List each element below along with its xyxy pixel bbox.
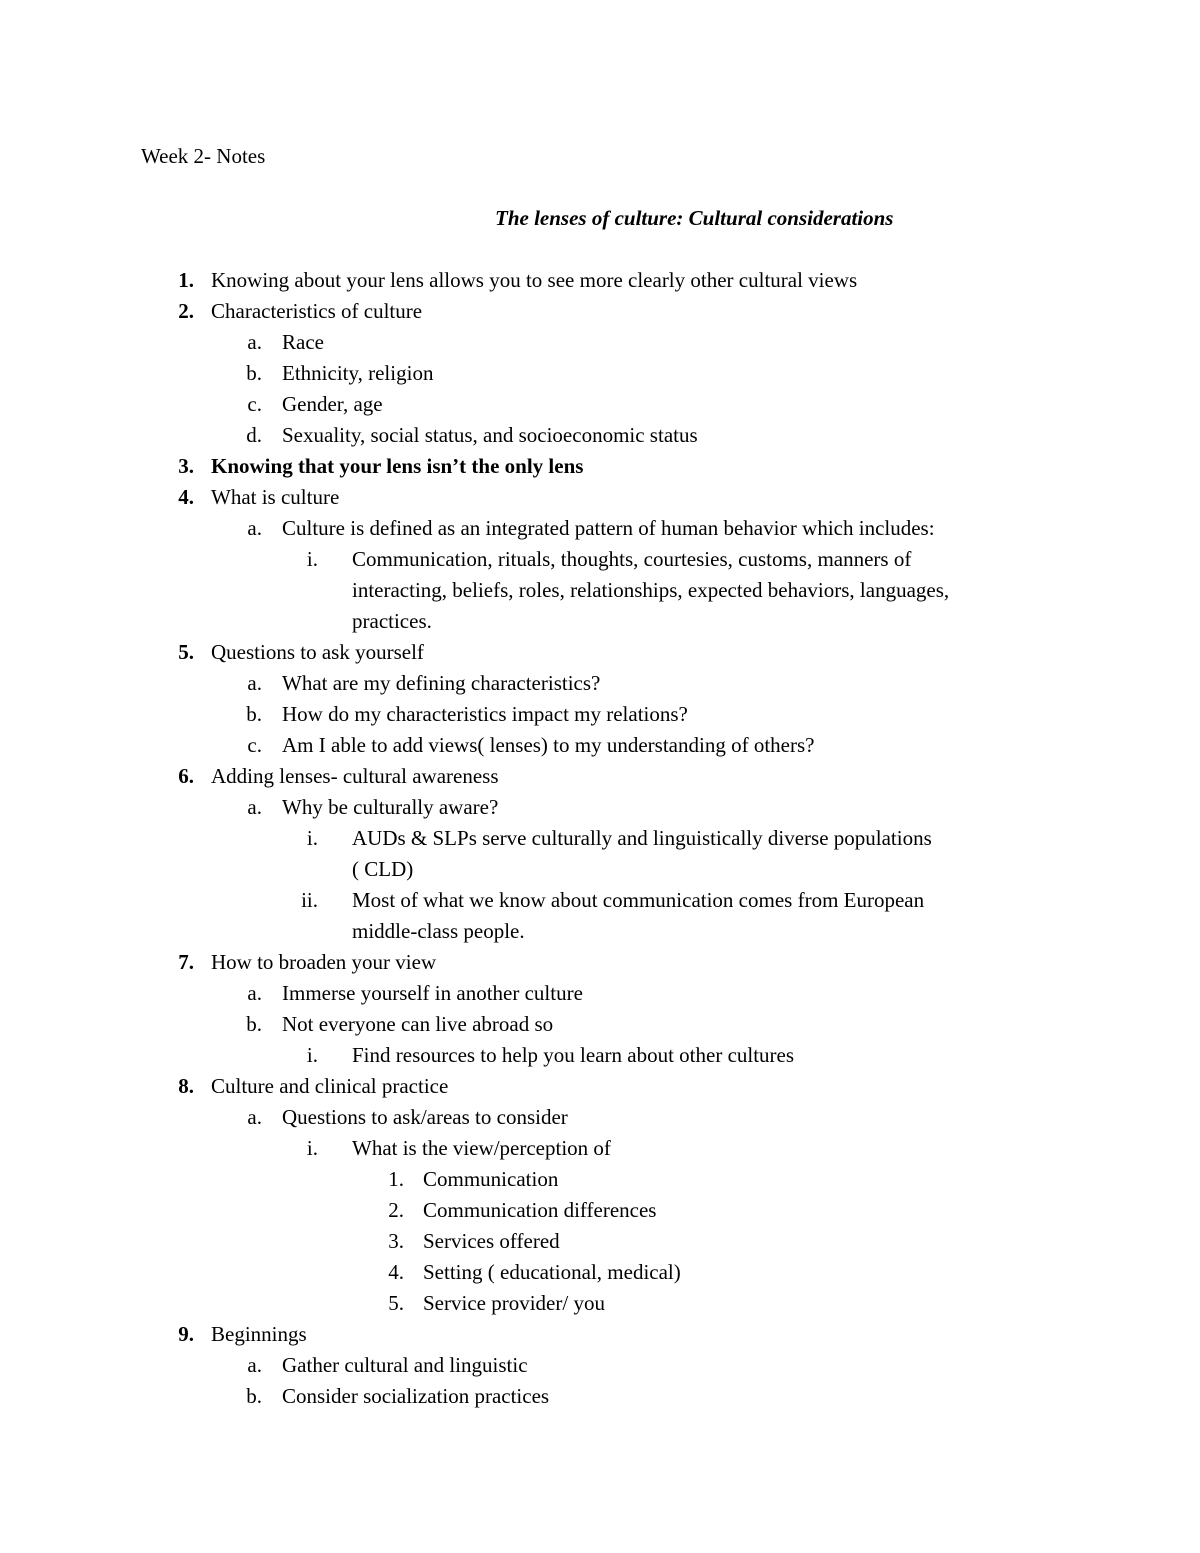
- item-text: How to broaden your view: [211, 950, 437, 974]
- sub-list-item: [0, 1350, 1200, 1381]
- list-item: [0, 482, 1200, 513]
- item-text: Knowing that your lens isn’t the only lens: [211, 454, 584, 478]
- list-item: [0, 296, 1200, 327]
- item-text: Setting ( educational, medical): [423, 1260, 681, 1284]
- item-text: Characteristics of culture: [211, 299, 423, 323]
- item-roman: ii.: [301, 888, 318, 912]
- item-text: Not everyone can live abroad so: [282, 1012, 554, 1036]
- list-item: [0, 761, 1200, 792]
- item-num: 5.: [388, 1291, 404, 1315]
- item-letter: a.: [247, 795, 262, 819]
- item-text: Culture is defined as an integrated pattern of human behavior which includes:: [282, 516, 935, 540]
- item-letter: a.: [247, 1105, 262, 1129]
- sub-list-item: [0, 668, 1200, 699]
- item-text: Consider socialization practices: [282, 1384, 550, 1408]
- item-text: Race: [282, 330, 324, 354]
- item-letter: a.: [247, 1353, 262, 1377]
- sub-list-item: [0, 1009, 1200, 1040]
- item-text: Communication differences: [423, 1198, 657, 1222]
- item-text: Knowing about your lens allows you to see more clearly other cultural views: [211, 268, 858, 292]
- item-letter: b.: [246, 702, 262, 726]
- item-number: 8.: [178, 1074, 194, 1098]
- item-letter: b.: [246, 1384, 262, 1408]
- list-item: [0, 1319, 1200, 1350]
- item-num: 2.: [388, 1198, 404, 1222]
- item-letter: b.: [246, 1012, 262, 1036]
- item-text: Communication: [423, 1167, 559, 1191]
- sub-list-item: [0, 327, 1200, 358]
- item-letter: d.: [246, 423, 262, 447]
- item-text: ( CLD): [352, 857, 414, 881]
- item-number: 7.: [178, 950, 194, 974]
- list-item: [0, 451, 1200, 482]
- item-text: Most of what we know about communication comes from European: [352, 888, 925, 912]
- item-text: Gather cultural and linguistic: [282, 1353, 528, 1377]
- item-letter: a.: [247, 330, 262, 354]
- item-text: Adding lenses- cultural awareness: [211, 764, 499, 788]
- item-continuation: [0, 575, 1200, 606]
- item-text: Find resources to help you learn about other cultures: [352, 1043, 795, 1067]
- sub-list-item: [0, 1102, 1200, 1133]
- item-text: Sexuality, social status, and socioeconomic status: [282, 423, 698, 447]
- item-num: 3.: [388, 1229, 404, 1253]
- sub-list-item: [0, 978, 1200, 1009]
- item-text: What are my defining characteristics?: [282, 671, 601, 695]
- sub-list-item: [0, 1381, 1200, 1412]
- sub-list-item: [0, 358, 1200, 389]
- list-item: [0, 947, 1200, 978]
- item-text: Ethnicity, religion: [282, 361, 434, 385]
- item-text: practices.: [352, 609, 432, 633]
- item-num: 1.: [388, 1167, 404, 1191]
- item-num: 4.: [388, 1260, 404, 1284]
- item-number: 4.: [178, 485, 194, 509]
- item-number: 5.: [178, 640, 194, 664]
- document-header: Week 2- Notes: [141, 144, 266, 168]
- level4-list-item: [0, 1257, 1200, 1288]
- item-letter: a.: [247, 516, 262, 540]
- item-text: interacting, beliefs, roles, relationships, expected behaviors, languages,: [352, 578, 950, 602]
- item-number: 6.: [178, 764, 194, 788]
- sub-list-item: [0, 699, 1200, 730]
- item-text: Gender, age: [282, 392, 383, 416]
- item-letter: c.: [247, 733, 262, 757]
- sub-list-item: [0, 792, 1200, 823]
- item-continuation: [0, 916, 1200, 947]
- item-letter: a.: [247, 981, 262, 1005]
- item-text: Services offered: [423, 1229, 560, 1253]
- sub-list-item: [0, 420, 1200, 451]
- item-roman: i.: [306, 1043, 318, 1067]
- item-letter: b.: [246, 361, 262, 385]
- item-letter: c.: [247, 392, 262, 416]
- list-item: [0, 637, 1200, 668]
- sub-sub-list-item: [0, 1040, 1200, 1071]
- item-number: 9.: [178, 1322, 194, 1346]
- item-number: 2.: [178, 299, 194, 323]
- level4-list-item: [0, 1195, 1200, 1226]
- item-text: What is the view/perception of: [352, 1136, 611, 1160]
- document-title: The lenses of culture: Cultural considerations: [495, 206, 894, 230]
- sub-list-item: [0, 730, 1200, 761]
- item-roman: i.: [306, 547, 318, 571]
- item-text: Questions to ask/areas to consider: [282, 1105, 568, 1129]
- sub-sub-list-item: [0, 823, 1200, 854]
- item-text: Beginnings: [211, 1322, 307, 1346]
- item-text: Immerse yourself in another culture: [282, 981, 583, 1005]
- level4-list-item: [0, 1288, 1200, 1319]
- sub-list-item: [0, 389, 1200, 420]
- level4-list-item: [0, 1226, 1200, 1257]
- sub-list-item: [0, 513, 1200, 544]
- sub-sub-list-item: [0, 1133, 1200, 1164]
- item-text: Culture and clinical practice: [211, 1074, 449, 1098]
- item-text: Am I able to add views( lenses) to my understanding of others?: [282, 733, 815, 757]
- item-number: 3.: [178, 454, 194, 478]
- sub-sub-list-item: [0, 544, 1200, 575]
- sub-sub-list-item: [0, 885, 1200, 916]
- item-continuation: [0, 606, 1200, 637]
- item-text: What is culture: [211, 485, 340, 509]
- item-text: Why be culturally aware?: [282, 795, 499, 819]
- item-text: Service provider/ you: [423, 1291, 605, 1315]
- item-roman: i.: [306, 826, 318, 850]
- list-item: [0, 265, 1200, 296]
- item-roman: i.: [306, 1136, 318, 1160]
- item-number: 1.: [178, 268, 194, 292]
- item-text: How do my characteristics impact my relations?: [282, 702, 688, 726]
- level4-list-item: [0, 1164, 1200, 1195]
- item-letter: a.: [247, 671, 262, 695]
- item-text: Communication, rituals, thoughts, courtesies, customs, manners of: [352, 547, 912, 571]
- item-continuation: [0, 854, 1200, 885]
- item-text: Questions to ask yourself: [211, 640, 424, 664]
- outline-list: [0, 265, 1200, 1412]
- item-text: middle-class people.: [352, 919, 525, 943]
- list-item: [0, 1071, 1200, 1102]
- item-text: AUDs & SLPs serve culturally and linguistically diverse populations: [352, 826, 932, 850]
